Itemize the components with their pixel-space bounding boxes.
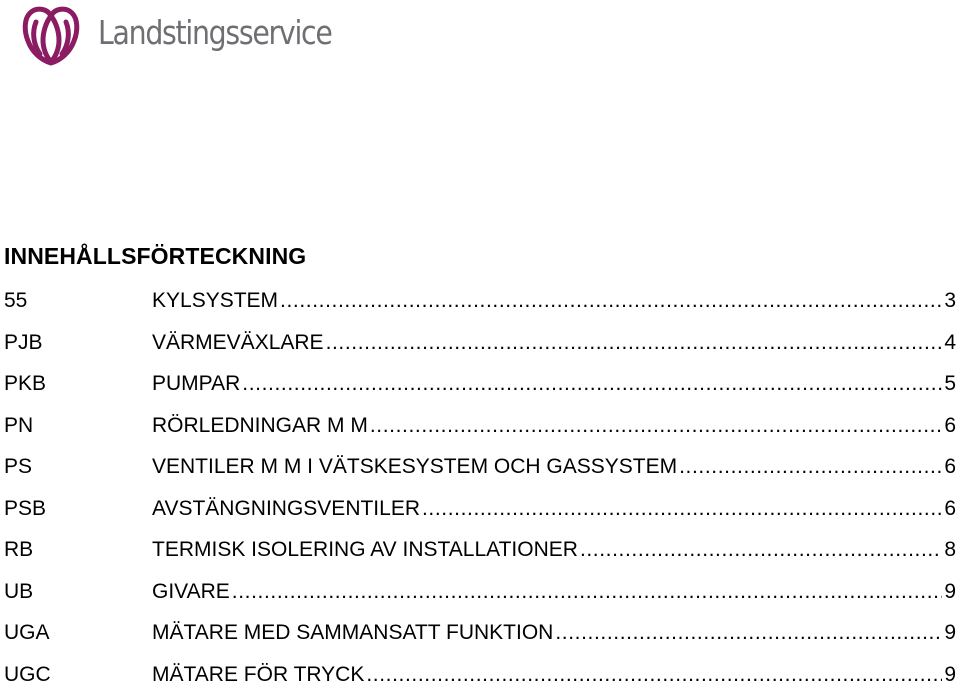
toc-entry xyxy=(152,284,956,318)
toc-page-number: 6 xyxy=(944,455,956,478)
toc-dot-leader xyxy=(366,658,942,689)
toc-row xyxy=(0,492,960,526)
toc-entry xyxy=(152,450,956,484)
toc-dot-leader xyxy=(326,326,942,360)
toc-row xyxy=(0,658,960,689)
toc-dot-leader xyxy=(422,492,942,526)
toc-entry xyxy=(152,575,956,609)
toc-code: PSB xyxy=(4,496,47,520)
toc-page-number: 4 xyxy=(944,330,956,354)
toc-page-number: 9 xyxy=(944,621,956,644)
toc-page-number: 9 xyxy=(944,662,956,686)
toc-label: MÄTARE FÖR TRYCK xyxy=(152,662,365,686)
toc-row xyxy=(0,575,960,609)
toc-code: PJB xyxy=(4,330,43,354)
toc-entry xyxy=(152,326,956,360)
toc-label: PUMPAR xyxy=(152,372,241,395)
toc-row xyxy=(0,450,960,484)
toc-label: KYLSYSTEM xyxy=(152,289,279,312)
toc-entry xyxy=(152,533,956,567)
toc-dot-leader xyxy=(580,533,942,567)
toc-code: UGA xyxy=(4,621,50,644)
toc-row xyxy=(0,284,960,318)
toc-entry xyxy=(152,616,956,650)
toc-title: INNEHÅLLSFÖRTECKNING xyxy=(4,243,307,269)
toc-page-number: 8 xyxy=(944,538,956,561)
toc-row xyxy=(0,533,960,567)
page-header xyxy=(20,4,370,66)
toc-label: TERMISK ISOLERING AV INSTALLATIONER xyxy=(152,538,578,561)
toc-page-number: 6 xyxy=(944,496,956,520)
toc-code: UB xyxy=(4,579,34,603)
toc-row xyxy=(0,326,960,360)
toc-dot-leader xyxy=(370,409,942,443)
toc-dot-leader xyxy=(280,284,942,318)
toc-label: GIVARE xyxy=(152,579,230,603)
toc-code: PS xyxy=(4,455,33,478)
toc-label: RÖRLEDNINGAR M M xyxy=(152,413,368,437)
toc-page-number: 6 xyxy=(944,413,956,437)
toc-entry xyxy=(152,492,956,526)
toc-dot-leader xyxy=(555,616,942,650)
toc-dot-leader xyxy=(679,450,942,484)
brand-name: Landstingsservice xyxy=(98,12,332,52)
toc-page-number: 3 xyxy=(944,289,956,312)
toc-row xyxy=(0,367,960,401)
toc-code: PN xyxy=(4,413,34,437)
toc-label: VENTILER M M I VÄTSKESYSTEM OCH GASSYSTEM xyxy=(152,455,678,478)
toc-dot-leader xyxy=(242,367,942,401)
toc-label: AVSTÄNGNINGSVENTILER xyxy=(152,496,420,520)
toc-row xyxy=(0,616,960,650)
toc-entry xyxy=(152,367,956,401)
toc-code: 55 xyxy=(4,289,28,312)
toc-code: RB xyxy=(4,538,34,561)
toc-row xyxy=(0,409,960,443)
toc-entry xyxy=(152,658,956,689)
toc-code: PKB xyxy=(4,372,47,395)
toc-code: UGC xyxy=(4,662,51,686)
toc-label: MÄTARE MED SAMMANSATT FUNKTION xyxy=(152,621,554,644)
toc-label: VÄRMEVÄXLARE xyxy=(152,330,324,354)
toc-page-number: 9 xyxy=(944,579,956,603)
heart-shield-logo-icon xyxy=(20,4,82,66)
toc-entry xyxy=(152,409,956,443)
toc-page-number: 5 xyxy=(944,372,956,395)
toc-dot-leader xyxy=(232,575,942,609)
